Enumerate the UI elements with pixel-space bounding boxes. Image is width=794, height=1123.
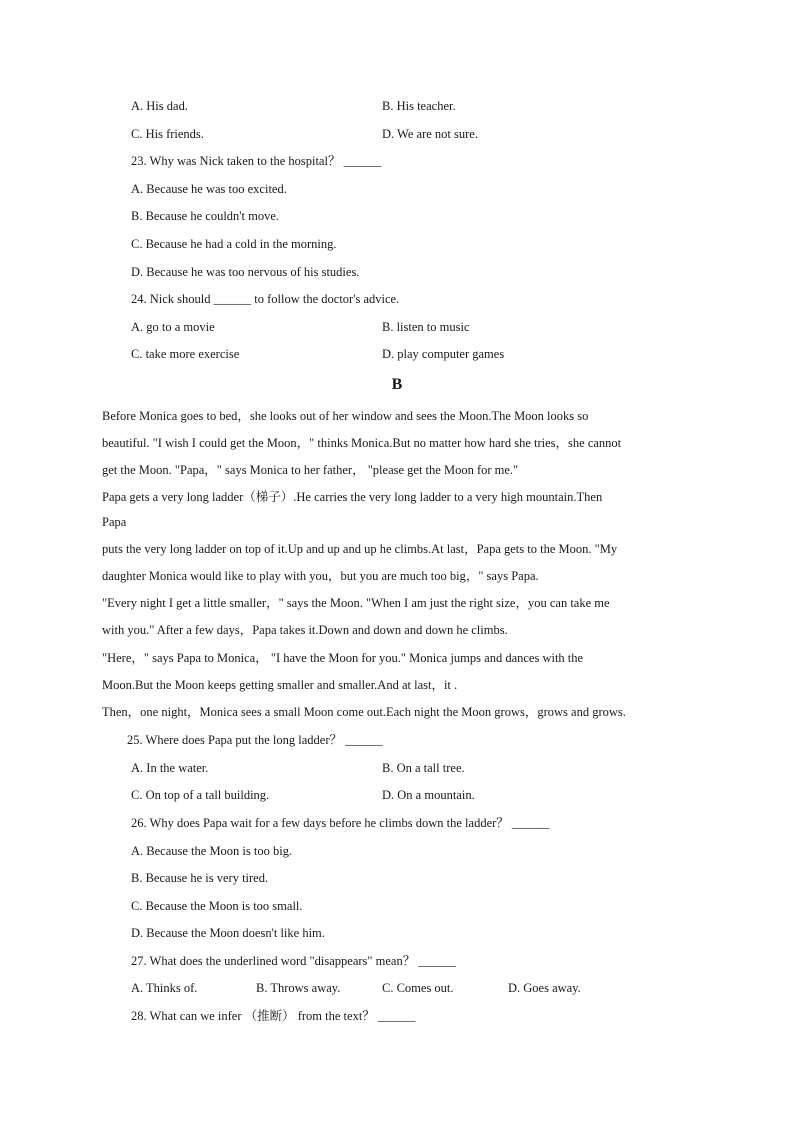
q23-option-c: C. Because he had a cold in the morning. (131, 237, 337, 251)
passage-line: get the Moon. "Papa，" says Monica to her father， "please get the Moon for me." (102, 463, 519, 477)
q23-option-a: A. Because he was too excited. (131, 182, 287, 196)
q24-option-a: A. go to a movie (131, 320, 215, 334)
passage-line: Before Monica goes to bed，she looks out of her window and sees the Moon.The Moon looks so (102, 409, 589, 423)
q26-option-d: D. Because the Moon doesn't like him. (131, 926, 325, 940)
q27-stem: 27. What does the underlined word "disappears" mean？ ______ (131, 954, 456, 968)
q23-stem: 23. Why was Nick taken to the hospital？ ______ (131, 154, 382, 168)
q22-option-d: D. We are not sure. (382, 127, 478, 141)
q23-option-d: D. Because he was too nervous of his studies. (131, 265, 360, 279)
passage-line: Then，one night，Monica sees a small Moon come out.Each night the Moon grows，grows and grows. (102, 705, 626, 719)
passage-line: Papa (102, 515, 127, 529)
passage-line: "Here，" says Papa to Monica， "I have the Moon for you." Monica jumps and dances with the (102, 651, 584, 665)
q25-option-a: A. In the water. (131, 761, 209, 775)
q27-option-b: B. Throws away. (256, 981, 341, 995)
q25-option-b: B. On a tall tree. (382, 761, 465, 775)
q22-option-c: C. His friends. (131, 127, 204, 141)
q28-stem: 28. What can we infer （推断） from the text？ ______ (131, 1009, 416, 1023)
q27-option-c: C. Comes out. (382, 981, 454, 995)
q22-option-b: B. His teacher. (382, 99, 456, 113)
q24-option-b: B. listen to music (382, 320, 470, 334)
q27-option-d: D. Goes away. (508, 981, 581, 995)
passage-line: daughter Monica would like to play with you，but you are much too big，" says Papa. (102, 569, 539, 583)
q26-stem: 26. Why does Papa wait for a few days before he climbs down the ladder？ ______ (131, 816, 550, 830)
passage-line: Moon.But the Moon keeps getting smaller and smaller.And at last，it . (102, 678, 458, 692)
passage-line: Papa gets a very long ladder（梯子）.He carries the very long ladder to a very high mountain.Then (102, 490, 603, 504)
q24-stem: 24. Nick should ______ to follow the doctor's advice. (131, 292, 400, 306)
q26-option-a: A. Because the Moon is too big. (131, 844, 293, 858)
passage-line: beautiful. "I wish I could get the Moon，" thinks Monica.But no matter how hard she tries，she cannot (102, 436, 622, 450)
q26-option-c: C. Because the Moon is too small. (131, 899, 303, 913)
q24-option-d: D. play computer games (382, 347, 505, 361)
q22-option-a: A. His dad. (131, 99, 188, 113)
q25-stem: 25. Where does Papa put the long ladder？ ______ (127, 733, 383, 747)
q23-option-b: B. Because he couldn't move. (131, 209, 280, 223)
q27-option-a: A. Thinks of. (131, 981, 198, 995)
q25-option-d: D. On a mountain. (382, 788, 475, 802)
section-heading: B (391, 376, 403, 393)
passage-line: with you." After a few days，Papa takes it.Down and down and down he climbs. (102, 623, 508, 637)
passage-line: "Every night I get a little smaller，" says the Moon. "When I am just the right size，you can take me (102, 596, 610, 610)
q26-option-b: B. Because he is very tired. (131, 871, 269, 885)
q24-option-c: C. take more exercise (131, 347, 240, 361)
passage-line: puts the very long ladder on top of it.Up and up and up he climbs.At last，Papa gets to the Moon. "My (102, 542, 618, 556)
q25-option-c: C. On top of a tall building. (131, 788, 270, 802)
